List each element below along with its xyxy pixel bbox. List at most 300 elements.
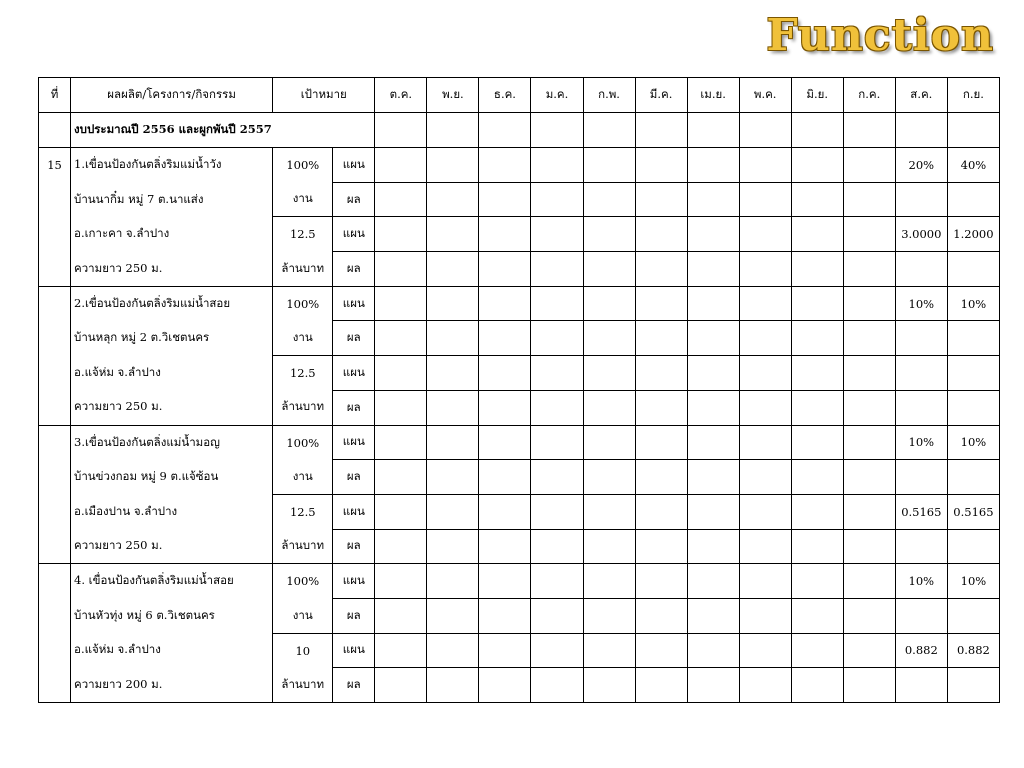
month-cell [531,286,583,321]
row-number-cell [39,633,71,668]
empty-cell [375,113,427,148]
month-cell [791,286,843,321]
empty-cell [843,113,895,148]
project-row [39,529,1000,564]
empty-cell [791,113,843,148]
month-cell [375,425,427,460]
project-line: ความยาว 250 ม. [71,390,273,425]
month-cell [427,460,479,495]
month-cell [479,668,531,703]
month-cell [479,390,531,425]
month-cell [479,252,531,287]
month-cell [531,494,583,529]
month-cell-aug [895,529,947,564]
project-row [39,564,1000,599]
month-cell [791,252,843,287]
project-row [39,494,1000,529]
month-cell [791,356,843,391]
month-cell [739,356,791,391]
schedule-table [38,77,1000,703]
month-cell [843,286,895,321]
month-cell [687,321,739,356]
month-cell [635,529,687,564]
month-cell [635,598,687,633]
month-cell [375,633,427,668]
month-cell [583,425,635,460]
empty-cell [635,113,687,148]
month-cell-sep [947,252,999,287]
month-cell-sep [947,182,999,217]
target-value: 100% [273,286,333,321]
month-cell [843,356,895,391]
month-cell-sep [947,598,999,633]
month-cell [739,252,791,287]
month-cell [479,425,531,460]
month-cell [375,564,427,599]
month-cell [843,390,895,425]
month-cell [843,321,895,356]
month-cell-aug [895,356,947,391]
month-cell [427,321,479,356]
project-row [39,148,1000,183]
project-line: อ.แจ้ห่ม จ.ลำปาง [71,356,273,391]
header-month: ก.ย. [947,78,999,113]
header-month: ก.ค. [843,78,895,113]
month-cell [583,668,635,703]
month-cell-sep [947,390,999,425]
project-line: 4. เขื่อนป้องกันตลิ่งริมแม่น้ำสอย [71,564,273,599]
month-cell-sep [947,460,999,495]
month-cell [583,182,635,217]
month-cell [739,633,791,668]
month-cell [739,217,791,252]
plan-result-label: แผน [333,217,375,252]
project-line: 3.เขื่อนป้องกันตลิ่งแม่น้ำมอญ [71,425,273,460]
month-cell [375,390,427,425]
row-number-cell [39,564,71,599]
month-cell [583,494,635,529]
month-cell [583,356,635,391]
target-value: 100% [273,564,333,599]
month-cell-sep [947,529,999,564]
month-cell [479,217,531,252]
month-cell [687,494,739,529]
month-cell [583,390,635,425]
row-number-cell [39,598,71,633]
month-cell [791,564,843,599]
month-cell [479,182,531,217]
month-cell [375,217,427,252]
plan-result-label: ผล [333,321,375,356]
target-value: ล้านบาท [273,668,333,703]
row-number-cell [39,494,71,529]
header-row [39,78,1000,113]
month-cell [739,286,791,321]
empty-cell [739,113,791,148]
month-cell [687,252,739,287]
header-month: ต.ค. [375,78,427,113]
month-cell [375,598,427,633]
month-cell-aug: 10% [895,564,947,599]
row-number-cell: 15 [39,148,71,183]
month-cell [531,390,583,425]
project-row [39,321,1000,356]
month-cell [375,356,427,391]
project-line: ความยาว 250 ม. [71,252,273,287]
header-month: พ.ย. [427,78,479,113]
month-cell [427,668,479,703]
target-value: 10 [273,633,333,668]
month-cell [791,668,843,703]
project-row [39,356,1000,391]
month-cell [531,182,583,217]
header-target: เป้าหมาย [273,78,375,113]
month-cell [843,252,895,287]
month-cell [687,633,739,668]
month-cell [635,321,687,356]
month-cell [531,668,583,703]
target-value: งาน [273,460,333,495]
month-cell-sep [947,668,999,703]
month-cell-aug [895,668,947,703]
month-cell [375,460,427,495]
project-line: 2.เขื่อนป้องกันตลิ่งริมแม่น้ำสอย [71,286,273,321]
month-cell [375,252,427,287]
empty-cell [947,113,999,148]
project-line: อ.เกาะคา จ.ลำปาง [71,217,273,252]
month-cell-aug [895,460,947,495]
month-cell [843,668,895,703]
budget-no-cell [39,113,71,148]
month-cell [687,598,739,633]
header-month: ธ.ค. [479,78,531,113]
month-cell [635,633,687,668]
month-cell [531,460,583,495]
month-cell [843,564,895,599]
header-month: ม.ค. [531,78,583,113]
month-cell [479,286,531,321]
month-cell [739,460,791,495]
month-cell [843,425,895,460]
month-cell [739,494,791,529]
month-cell [479,321,531,356]
row-number-cell [39,321,71,356]
project-line: 1.เขื่อนป้องกันตลิ่งริมแม่น้ำวัง [71,148,273,183]
month-cell [791,598,843,633]
month-cell [635,148,687,183]
target-value: งาน [273,182,333,217]
month-cell [531,425,583,460]
budget-label: งบประมาณปี 2556 และผูกพันปี 2557 [71,113,375,148]
plan-result-label: แผน [333,494,375,529]
month-cell [531,217,583,252]
target-value: 100% [273,425,333,460]
project-line: บ้านหลุก หมู่ 2 ต.วิเชตนคร [71,321,273,356]
month-cell-aug [895,182,947,217]
month-cell [635,494,687,529]
month-cell [583,148,635,183]
project-row [39,217,1000,252]
month-cell [427,286,479,321]
plan-result-label: แผน [333,633,375,668]
month-cell [635,286,687,321]
month-cell [583,321,635,356]
month-cell [531,148,583,183]
target-value: ล้านบาท [273,529,333,564]
month-cell [375,182,427,217]
month-cell-aug: 10% [895,425,947,460]
plan-result-label: แผน [333,148,375,183]
month-cell [479,356,531,391]
month-cell [531,598,583,633]
month-cell [583,633,635,668]
month-cell [687,390,739,425]
month-cell-aug [895,321,947,356]
plan-result-label: ผล [333,252,375,287]
month-cell [531,321,583,356]
month-cell [375,529,427,564]
month-cell [791,529,843,564]
header-no: ที่ [39,78,71,113]
empty-cell [479,113,531,148]
plan-result-label: ผล [333,598,375,633]
month-cell-sep [947,321,999,356]
header-month: มี.ค. [635,78,687,113]
month-cell [583,529,635,564]
month-cell [791,425,843,460]
month-cell [531,252,583,287]
month-cell [687,182,739,217]
target-value: งาน [273,598,333,633]
month-cell [843,494,895,529]
month-cell [479,564,531,599]
month-cell-aug [895,252,947,287]
plan-result-label: ผล [333,460,375,495]
project-row [39,668,1000,703]
header-month: ส.ค. [895,78,947,113]
month-cell-sep: 1.2000 [947,217,999,252]
empty-cell [531,113,583,148]
plan-result-label: แผน [333,564,375,599]
month-cell [635,217,687,252]
month-cell-sep: 10% [947,286,999,321]
month-cell [635,668,687,703]
month-cell [791,321,843,356]
empty-cell [427,113,479,148]
project-line: อ.เมืองปาน จ.ลำปาง [71,494,273,529]
month-cell [687,148,739,183]
month-cell-aug: 20% [895,148,947,183]
project-row [39,460,1000,495]
month-cell [791,182,843,217]
month-cell [427,252,479,287]
month-cell [583,252,635,287]
target-value: 12.5 [273,494,333,529]
header-month: เม.ย. [687,78,739,113]
target-value: 12.5 [273,217,333,252]
month-cell [739,148,791,183]
month-cell [583,217,635,252]
month-cell [791,460,843,495]
month-cell [375,286,427,321]
month-cell [427,494,479,529]
month-cell [583,460,635,495]
month-cell [687,356,739,391]
month-cell [479,529,531,564]
month-cell-sep: 40% [947,148,999,183]
project-line: ความยาว 250 ม. [71,529,273,564]
month-cell [635,460,687,495]
month-cell [375,321,427,356]
month-cell-aug [895,390,947,425]
header-month: มิ.ย. [791,78,843,113]
month-cell [583,564,635,599]
month-cell [583,286,635,321]
target-value: ล้านบาท [273,390,333,425]
month-cell [427,390,479,425]
row-number-cell [39,425,71,460]
month-cell [687,217,739,252]
month-cell [687,529,739,564]
empty-cell [895,113,947,148]
month-cell-sep: 10% [947,425,999,460]
month-cell-sep: 10% [947,564,999,599]
project-row [39,633,1000,668]
budget-row [39,113,1000,148]
month-cell-sep [947,356,999,391]
month-cell [687,286,739,321]
month-cell [479,460,531,495]
row-number-cell [39,252,71,287]
project-row [39,598,1000,633]
month-cell [531,564,583,599]
row-number-cell [39,668,71,703]
header-month: ก.พ. [583,78,635,113]
month-cell [791,494,843,529]
row-number-cell [39,390,71,425]
month-cell [687,668,739,703]
plan-result-label: แผน [333,425,375,460]
month-cell [635,356,687,391]
plan-result-label: ผล [333,182,375,217]
month-cell [739,321,791,356]
empty-cell [687,113,739,148]
target-value: ล้านบาท [273,252,333,287]
project-line: อ.แจ้ห่ม จ.ลำปาง [71,633,273,668]
month-cell [843,460,895,495]
row-number-cell [39,286,71,321]
month-cell [739,390,791,425]
month-cell [479,148,531,183]
empty-cell [583,113,635,148]
plan-result-label: ผล [333,668,375,703]
month-cell [635,425,687,460]
plan-result-label: แผน [333,286,375,321]
month-cell [531,356,583,391]
month-cell [739,425,791,460]
project-line: ความยาว 200 ม. [71,668,273,703]
month-cell [687,425,739,460]
project-line: บ้านหัวทุ่ง หมู่ 6 ต.วิเชตนคร [71,598,273,633]
month-cell [635,390,687,425]
month-cell-aug: 3.0000 [895,217,947,252]
header-project: ผลผลิต/โครงการ/กิจกรรม [71,78,273,113]
month-cell-aug: 0.5165 [895,494,947,529]
month-cell [843,529,895,564]
target-value: 12.5 [273,356,333,391]
month-cell-sep: 0.5165 [947,494,999,529]
month-cell [739,529,791,564]
plan-result-label: ผล [333,390,375,425]
month-cell [791,217,843,252]
target-value: 100% [273,148,333,183]
month-cell [427,529,479,564]
month-cell [427,633,479,668]
month-cell [531,529,583,564]
month-cell [427,425,479,460]
month-cell [635,564,687,599]
project-line: บ้านข่วงกอม หมู่ 9 ต.แจ้ซ้อน [71,460,273,495]
month-cell [843,148,895,183]
row-number-cell [39,460,71,495]
plan-result-label: แผน [333,356,375,391]
month-cell [739,564,791,599]
month-cell [843,633,895,668]
month-cell-aug [895,598,947,633]
month-cell [479,494,531,529]
month-cell [375,668,427,703]
month-cell [843,217,895,252]
month-cell [791,390,843,425]
month-cell [843,182,895,217]
month-cell [739,182,791,217]
plan-result-label: ผล [333,529,375,564]
month-cell [635,182,687,217]
project-row [39,425,1000,460]
month-cell [375,148,427,183]
month-cell [427,217,479,252]
month-cell-aug: 10% [895,286,947,321]
month-cell [427,182,479,217]
row-number-cell [39,529,71,564]
month-cell-sep: 0.882 [947,633,999,668]
month-cell [739,598,791,633]
header-month: พ.ค. [739,78,791,113]
project-line: บ้านนากิ๋ม หมู่ 7 ต.นาแส่ง [71,182,273,217]
month-cell [479,633,531,668]
month-cell [531,633,583,668]
month-cell [687,460,739,495]
month-cell [427,564,479,599]
project-row [39,182,1000,217]
month-cell [479,598,531,633]
month-cell [791,148,843,183]
row-number-cell [39,356,71,391]
project-row [39,286,1000,321]
month-cell [843,598,895,633]
month-cell [427,148,479,183]
project-row [39,252,1000,287]
month-cell [427,598,479,633]
row-number-cell [39,217,71,252]
month-cell [375,494,427,529]
project-row [39,390,1000,425]
month-cell [427,356,479,391]
month-cell-aug: 0.882 [895,633,947,668]
month-cell [635,252,687,287]
slide-title: Function [766,10,994,61]
month-cell [687,564,739,599]
